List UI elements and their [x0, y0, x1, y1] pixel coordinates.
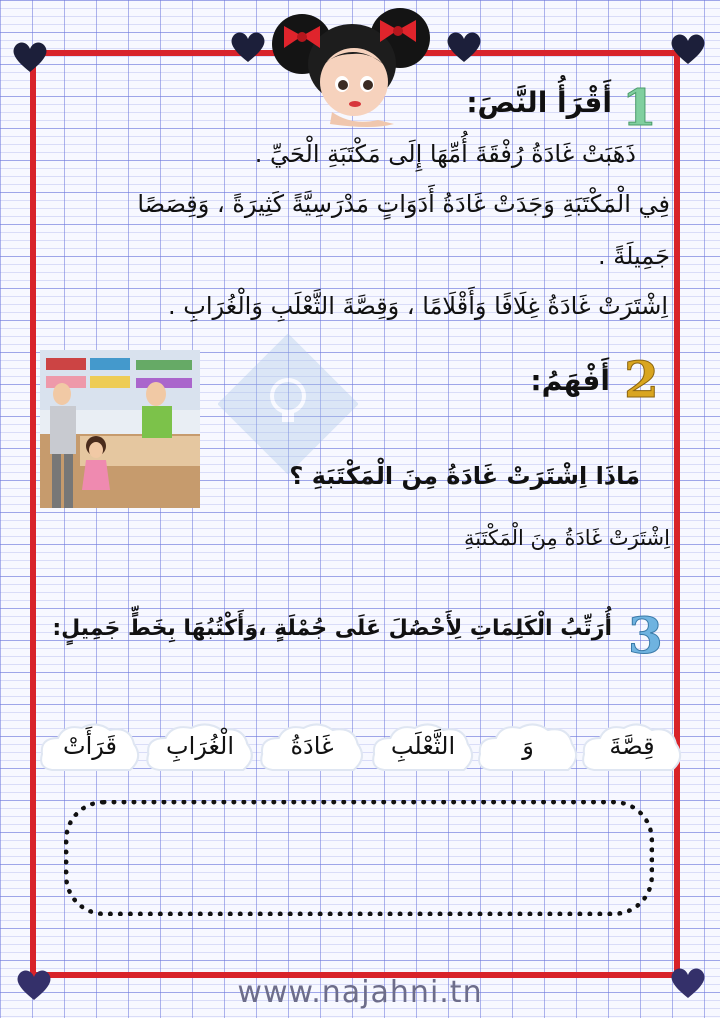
section-3-title: أُرَتِّبُ الْكَلِمَاتِ لِأَحْصُلَ عَلَى جُمْلَةٍ ،وَأَكْتُبُهَا بِخَطٍّ جَمِيلٍ:: [52, 616, 612, 641]
section-1-number: 1: [622, 78, 657, 137]
word-cloud[interactable]: [258, 718, 366, 782]
word-cloud[interactable]: [476, 718, 580, 782]
word-label: وَ: [522, 732, 534, 760]
section-1-title: أَقْرَأُ النَّصَ:: [466, 86, 612, 119]
section-3-number: 3: [628, 606, 663, 665]
question-text: مَاذَا اِشْتَرَتْ غَادَةُ مِنَ الْمَكْتَبَةِ ؟: [289, 462, 640, 490]
text-line: ذَهَبَتْ غَادَةُ رُفْقَةَ أُمِّهَا إِلَى مَكْتَبَةِ الْحَيِّ .: [254, 140, 636, 168]
answer-text: اِشْتَرَتْ غَادَةُ مِنَ الْمَكْتَبَةِ: [463, 526, 670, 550]
word-cloud[interactable]: [580, 718, 684, 782]
bookstore-illustration: [40, 350, 200, 508]
section-2-title: أَفْهَمُ:: [530, 364, 610, 397]
text-line: جَمِيلَةً .: [597, 242, 670, 270]
logo-watermark: [218, 334, 358, 474]
word-label: غَادَةُ: [290, 732, 334, 760]
word-label: الثَّعْلَبِ: [390, 732, 456, 760]
text-line: اِشْتَرَتْ غَادَةُ غِلَافًا وَأَقْلَامًا ، وَقِصَّةَ الثَّعْلَبِ وَالْغُرَابِ .: [168, 292, 668, 320]
heart-icon: [668, 32, 708, 66]
word-cloud[interactable]: [144, 718, 256, 782]
word-label: قِصَّةَ: [609, 732, 655, 760]
girl-illustration: [272, 2, 432, 128]
word-cloud[interactable]: [370, 718, 476, 782]
text-line: فِي الْمَكْتَبَةِ وَجَدَتْ غَادَةُ أَدَوَاتٍ مَدْرَسِيَّةً كَثِيرَةً ، وَقِصَصًا: [137, 190, 670, 218]
heart-icon: [228, 30, 268, 64]
heart-icon: [444, 30, 484, 64]
section-2-number: 2: [624, 350, 659, 409]
sentence-writing-box[interactable]: [64, 800, 654, 916]
footer-website: www.najahni.tn: [237, 975, 483, 1010]
word-label: الْغُرَابِ: [165, 732, 235, 760]
word-label: قَرَأَتْ: [63, 732, 117, 760]
word-cloud[interactable]: [38, 718, 142, 782]
heart-icon: [10, 40, 50, 74]
